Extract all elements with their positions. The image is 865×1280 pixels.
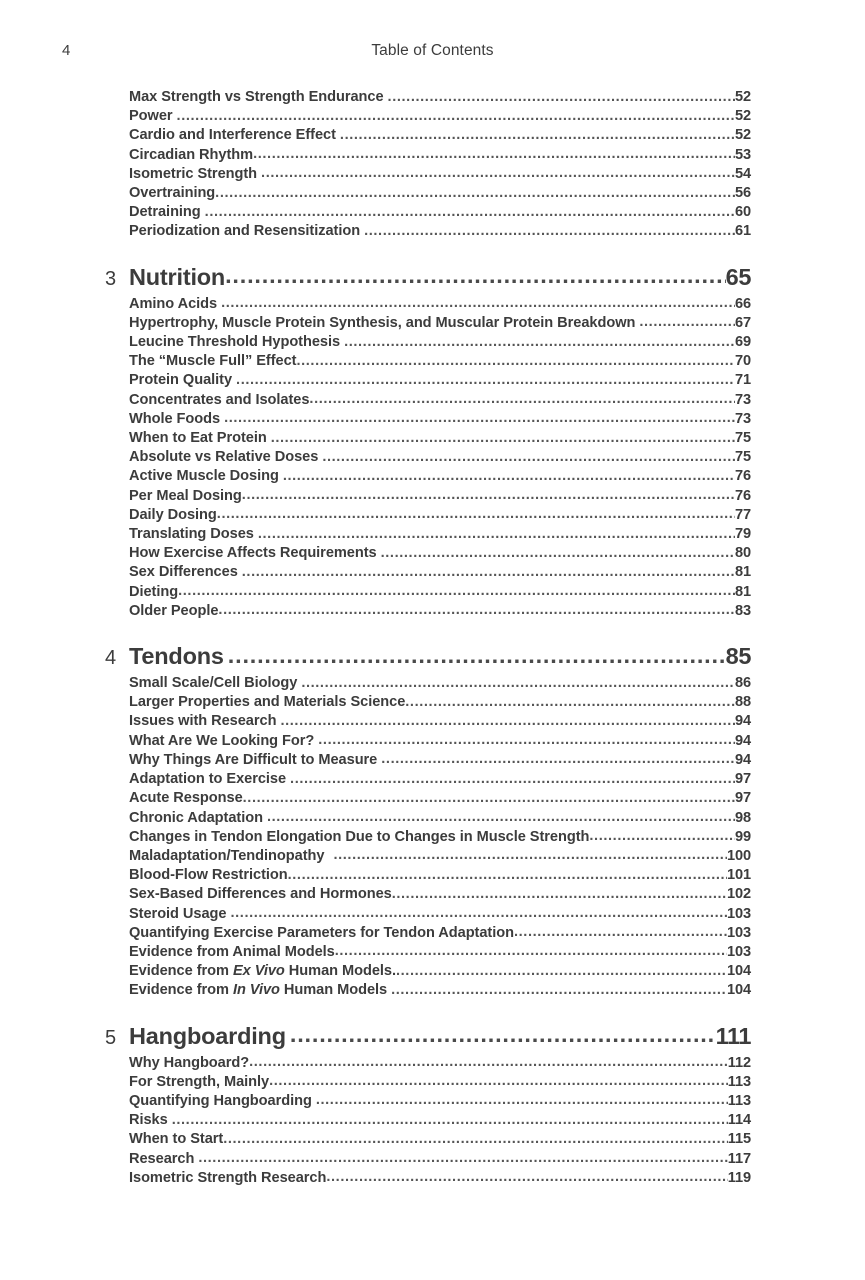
dot-leader [301, 674, 735, 693]
toc-entry-title [129, 410, 224, 429]
dot-leader [217, 505, 735, 524]
entry-page-number: 81 [734, 564, 751, 581]
title-part: Sex Differences [129, 564, 238, 581]
title-part: Small Scale/Cell Biology [129, 675, 298, 692]
title-part: For Strength, Mainly [129, 1073, 270, 1090]
toc-entry-title [129, 506, 217, 525]
toc-chapter-row[interactable] [105, 641, 751, 673]
toc-entry-title [129, 1073, 269, 1092]
dot-leader [290, 770, 735, 789]
title-part: What Are We Looking For? [129, 732, 315, 749]
toc-entry-row[interactable] [105, 712, 751, 731]
toc-entry-title [129, 712, 280, 731]
toc-entry-title [129, 583, 178, 602]
title-part: Larger Properties and Materials Science [129, 694, 406, 711]
title-part: Amino Acids [129, 295, 218, 312]
dot-leader [261, 164, 735, 183]
chapter-page-number: 65 [725, 263, 751, 290]
toc-chapter-row[interactable] [105, 262, 751, 294]
toc-entry-row[interactable] [105, 1150, 751, 1169]
entry-page-number: 112 [727, 1054, 751, 1071]
entry-page-number: 104 [726, 982, 751, 999]
toc-entry-title [129, 262, 225, 292]
toc-entry-title [129, 487, 242, 506]
entry-page-number: 94 [734, 732, 751, 749]
title-part: Changes in Tendon Elongation Due to Changes in Muscle Strength [129, 828, 590, 845]
toc-entry-row[interactable] [105, 184, 751, 203]
toc-entry-row[interactable] [105, 583, 751, 602]
entry-page-number: 103 [726, 905, 751, 922]
dot-leader [316, 1091, 728, 1110]
chapter-number: 3 [105, 267, 117, 290]
dot-leader [309, 390, 735, 409]
toc-entry-row[interactable] [105, 544, 751, 563]
toc-entry-row[interactable] [105, 146, 751, 165]
toc-entry-row[interactable] [105, 770, 751, 789]
toc-entry-row[interactable] [105, 1092, 751, 1111]
title-part: Chronic Adaptation [129, 809, 263, 826]
toc-entry-row[interactable] [105, 866, 751, 885]
toc-entry-row[interactable] [105, 905, 751, 924]
toc-group [105, 262, 751, 621]
dot-leader [514, 923, 727, 942]
dot-leader [198, 1149, 727, 1168]
title-part: Translating Doses [129, 526, 254, 543]
toc-entry-title [129, 828, 589, 847]
dot-leader [335, 942, 727, 961]
dot-leader [178, 582, 735, 601]
toc-entry-title [129, 905, 230, 924]
toc-group [105, 88, 751, 242]
dot-leader [318, 731, 735, 750]
toc-entry-title [129, 371, 236, 390]
dot-leader [283, 467, 735, 486]
title-part: Max Strength vs Strength Endurance [129, 89, 384, 105]
entry-page-number: 56 [734, 185, 751, 202]
title-part: Protein Quality [129, 372, 233, 389]
entry-page-number: 101 [726, 867, 751, 884]
dot-leader [322, 448, 735, 467]
toc-entry-row[interactable] [105, 563, 751, 582]
chapter-number: 5 [105, 1026, 117, 1049]
entry-page-number: 52 [734, 108, 751, 125]
title-part: Whole Foods [129, 410, 221, 427]
dot-leader [249, 1053, 728, 1072]
toc-entry-title [129, 1169, 326, 1188]
chapter-page-number: 85 [725, 643, 751, 670]
dot-leader [224, 409, 735, 428]
toc-entry-title [129, 203, 205, 222]
title-part: Hypertrophy, Muscle Protein Synthesis, and Muscular Protein Breakdown [129, 314, 636, 331]
toc-entry-title [129, 314, 639, 333]
toc-entry-row[interactable] [105, 371, 751, 390]
toc-entry-row[interactable] [105, 487, 751, 506]
entry-page-number: 100 [726, 847, 751, 864]
toc-entry-row[interactable] [105, 789, 751, 808]
title-part-after: Human Models [279, 982, 388, 999]
toc-entry-row[interactable] [105, 314, 751, 333]
toc-entry-row[interactable] [105, 828, 751, 847]
title-part: Active Muscle Dosing [129, 468, 279, 485]
entry-page-number: 71 [734, 372, 751, 389]
dot-leader [230, 904, 726, 923]
toc-entry-title [129, 1111, 172, 1130]
toc-entry-title [129, 693, 405, 712]
toc-group [105, 641, 751, 1000]
toc-entry-title [129, 1021, 290, 1051]
dot-leader [172, 1111, 728, 1130]
dot-leader [344, 333, 735, 352]
title-part: The “Muscle Full” Effect [129, 353, 297, 370]
title-part: Why Things Are Difficult to Measure [129, 751, 378, 768]
entry-page-number: 103 [726, 924, 751, 941]
title-part: When to Eat Protein [129, 430, 267, 447]
title-part: Circadian Rhythm [129, 146, 254, 163]
toc-entry-row[interactable] [105, 693, 751, 712]
entry-page-number: 115 [727, 1131, 751, 1148]
toc-entry-row[interactable] [105, 467, 751, 486]
toc-entry-title [129, 866, 288, 885]
entry-page-number: 83 [734, 602, 751, 619]
toc-entry-title [129, 732, 318, 751]
title-part: Absolute vs Relative Doses [129, 449, 319, 466]
toc-entry-row[interactable] [105, 352, 751, 371]
toc-entry-title [129, 809, 267, 828]
dot-leader [288, 866, 727, 885]
title-part: Leucine Threshold Hypothesis [129, 334, 341, 351]
title-part: Risks [129, 1112, 168, 1129]
dot-leader [381, 750, 735, 769]
toc-entry-title [129, 602, 218, 621]
entry-page-number: 81 [734, 583, 751, 600]
toc-entry-row[interactable] [105, 981, 751, 1000]
entry-page-number: 69 [734, 334, 751, 351]
toc-entry-row[interactable] [105, 847, 751, 866]
dot-leader [639, 313, 735, 332]
entry-page-number: 104 [726, 963, 751, 980]
entry-page-number: 94 [734, 751, 751, 768]
entry-page-number: 76 [734, 487, 751, 504]
title-part: Why Hangboard? [129, 1054, 250, 1071]
dot-leader [326, 1168, 727, 1187]
toc-entry-row[interactable] [105, 429, 751, 448]
toc-entry-row[interactable] [105, 222, 751, 241]
dot-leader [205, 203, 735, 222]
toc-entry-title [129, 789, 243, 808]
dot-leader [225, 260, 726, 290]
toc-entry-title [129, 146, 253, 165]
entry-page-number: 76 [734, 468, 751, 485]
toc-chapter-row[interactable] [105, 1021, 751, 1053]
dot-leader [258, 525, 735, 544]
title-part: How Exercise Affects Requirements [129, 545, 377, 562]
dot-leader [221, 294, 735, 313]
title-part: Overtraining [129, 185, 216, 202]
entry-page-number: 80 [734, 545, 751, 562]
title-part: Dieting [129, 583, 179, 600]
toc-entry-title [129, 352, 296, 371]
toc-entry-title [129, 525, 258, 544]
title-part: Acute Response [129, 790, 243, 807]
dot-leader [253, 145, 735, 164]
toc-entry-title [129, 126, 340, 145]
toc-entry-title [129, 467, 283, 486]
dot-leader [267, 808, 735, 827]
title-part-after: Human Models. [284, 963, 396, 980]
toc-entry-row[interactable] [105, 203, 751, 222]
toc-entry-title [129, 943, 335, 962]
entry-page-number: 60 [734, 204, 751, 221]
dot-leader [215, 184, 735, 203]
entry-page-number: 113 [727, 1073, 751, 1090]
dot-leader [228, 640, 726, 670]
title-part: Issues with Research [129, 713, 277, 730]
toc-entry-row[interactable] [105, 1054, 751, 1073]
toc-entry-row[interactable] [105, 962, 751, 981]
dot-leader [280, 712, 735, 731]
toc-entry-row[interactable] [105, 1169, 751, 1188]
toc-entry-row[interactable] [105, 506, 751, 525]
toc-entry-row[interactable] [105, 126, 751, 145]
dot-leader [340, 126, 735, 145]
toc-entry-row[interactable] [105, 448, 751, 467]
entry-page-number: 53 [734, 146, 751, 163]
dot-leader [218, 601, 735, 620]
title-part: Research [129, 1150, 195, 1167]
toc-entry-row[interactable] [105, 674, 751, 693]
title-part: Isometric Strength [129, 165, 258, 182]
entry-page-number: 61 [734, 223, 751, 240]
title-part: Evidence from Animal Models [129, 943, 335, 960]
toc-entry-title [129, 1150, 198, 1169]
title-part: Concentrates and Isolates [129, 391, 310, 408]
title-italic-part: In Vivo [232, 982, 280, 999]
title-part: Hangboarding [129, 1022, 286, 1049]
toc-entry-row[interactable] [105, 165, 751, 184]
toc-entry-title [129, 165, 261, 184]
dot-leader [290, 1019, 716, 1049]
table-of-contents [105, 88, 751, 1188]
dot-leader [396, 962, 727, 981]
toc-entry-title [129, 847, 333, 866]
dot-leader [589, 827, 735, 846]
page-folio-number: 4 [62, 42, 71, 59]
dot-leader [271, 429, 735, 448]
toc-entry-title [129, 333, 344, 352]
toc-entry-row[interactable] [105, 1073, 751, 1092]
toc-entry-title [129, 107, 177, 126]
toc-entry-row[interactable] [105, 924, 751, 943]
title-part: Steroid Usage [129, 905, 227, 922]
dot-leader [392, 885, 727, 904]
title-part: When to Start [129, 1131, 224, 1148]
dot-leader [242, 486, 735, 505]
entry-page-number: 117 [727, 1150, 751, 1167]
toc-entry-title [129, 544, 381, 563]
title-part: Power [129, 108, 173, 125]
dot-leader [243, 789, 735, 808]
dot-leader [223, 1130, 728, 1149]
entry-page-number: 79 [734, 526, 751, 543]
toc-entry-title [129, 1130, 223, 1149]
title-part: Evidence from [129, 982, 233, 999]
toc-entry-title [129, 641, 228, 671]
toc-entry-title [129, 429, 271, 448]
toc-entry-row[interactable] [105, 1111, 751, 1130]
entry-page-number: 97 [734, 771, 751, 788]
toc-entry-title [129, 924, 514, 943]
entry-page-number: 102 [726, 886, 751, 903]
title-part: Periodization and Resensitization [129, 223, 361, 240]
toc-entry-row[interactable] [105, 732, 751, 751]
dot-leader [177, 107, 735, 126]
dot-leader [242, 563, 735, 582]
toc-entry-row[interactable] [105, 809, 751, 828]
title-part: Adaptation to Exercise [129, 771, 287, 788]
toc-entry-row[interactable] [105, 88, 751, 107]
entry-page-number: 97 [734, 790, 751, 807]
toc-entry-title [129, 295, 221, 314]
title-part: Detraining [129, 204, 201, 221]
entry-page-number: 70 [734, 353, 751, 370]
toc-entry-title [129, 222, 364, 241]
title-part: Blood-Flow Restriction [129, 867, 288, 884]
entry-page-number: 67 [734, 314, 751, 331]
entry-page-number: 77 [734, 506, 751, 523]
toc-entry-title [129, 751, 381, 770]
toc-entry-title [129, 391, 309, 410]
toc-entry-row[interactable] [105, 943, 751, 962]
entry-page-number: 66 [734, 295, 751, 312]
toc-entry-title [129, 563, 242, 582]
toc-entry-title [129, 770, 290, 789]
chapter-number: 4 [105, 647, 117, 670]
title-part: Daily Dosing [129, 506, 217, 523]
toc-entry-title [129, 448, 322, 467]
title-part: Tendons [129, 643, 224, 670]
dot-leader [391, 981, 727, 1000]
entry-page-number: 98 [734, 809, 751, 826]
entry-page-number: 99 [734, 828, 751, 845]
title-part: Sex-Based Differences and Hormones [129, 886, 392, 903]
title-part: Evidence from [129, 963, 233, 980]
title-part: Quantifying Hangboarding [129, 1092, 312, 1109]
dot-leader [388, 88, 735, 107]
toc-entry-title [129, 88, 388, 107]
toc-entry-row[interactable] [105, 1130, 751, 1149]
dot-leader [236, 371, 735, 390]
toc-entry-row[interactable] [105, 107, 751, 126]
chapter-page-number: 111 [715, 1022, 751, 1049]
toc-entry-title [129, 674, 301, 693]
entry-page-number: 88 [734, 694, 751, 711]
entry-page-number: 94 [734, 713, 751, 730]
dot-leader [296, 352, 734, 371]
toc-entry-row[interactable] [105, 602, 751, 621]
toc-entry-row[interactable] [105, 751, 751, 770]
entry-page-number: 52 [734, 89, 751, 105]
toc-entry-row[interactable] [105, 295, 751, 314]
toc-entry-title [129, 1092, 316, 1111]
toc-group [105, 1021, 751, 1188]
toc-entry-title [129, 1054, 249, 1073]
title-part: Nutrition [129, 263, 226, 290]
toc-entry-row[interactable] [105, 525, 751, 544]
title-part: Isometric Strength Research [129, 1169, 327, 1186]
entry-page-number: 73 [734, 391, 751, 408]
entry-page-number: 113 [727, 1092, 751, 1109]
title-part: Cardio and Interference Effect [129, 127, 336, 144]
toc-entry-row[interactable] [105, 885, 751, 904]
entry-page-number: 54 [734, 165, 751, 182]
dot-leader [364, 222, 735, 241]
toc-entry-row[interactable] [105, 391, 751, 410]
running-header [0, 42, 865, 64]
entry-page-number: 86 [734, 675, 751, 692]
dot-leader [381, 544, 735, 563]
dot-leader [333, 846, 726, 865]
toc-entry-title [129, 962, 396, 981]
title-part: Older People [129, 602, 219, 619]
entry-page-number: 114 [727, 1112, 751, 1129]
title-part: Per Meal Dosing [129, 487, 242, 504]
dot-leader [405, 693, 735, 712]
entry-page-number: 75 [734, 430, 751, 447]
toc-entry-title [129, 981, 391, 1000]
toc-entry-title [129, 184, 215, 203]
title-part: Quantifying Exercise Parameters for Tendon Adaptation [129, 924, 514, 941]
entry-page-number: 52 [734, 127, 751, 144]
entry-page-number: 73 [734, 410, 751, 427]
title-part: Maladaptation/Tendinopathy [129, 847, 325, 864]
title-italic-part: Ex Vivo [232, 963, 285, 980]
entry-page-number: 119 [727, 1169, 751, 1186]
entry-page-number: 103 [726, 943, 751, 960]
toc-entry-row[interactable] [105, 410, 751, 429]
toc-entry-title [129, 885, 392, 904]
entry-page-number: 75 [734, 449, 751, 466]
page-title: Table of Contents [371, 42, 494, 59]
toc-entry-row[interactable] [105, 333, 751, 352]
dot-leader [269, 1072, 728, 1091]
